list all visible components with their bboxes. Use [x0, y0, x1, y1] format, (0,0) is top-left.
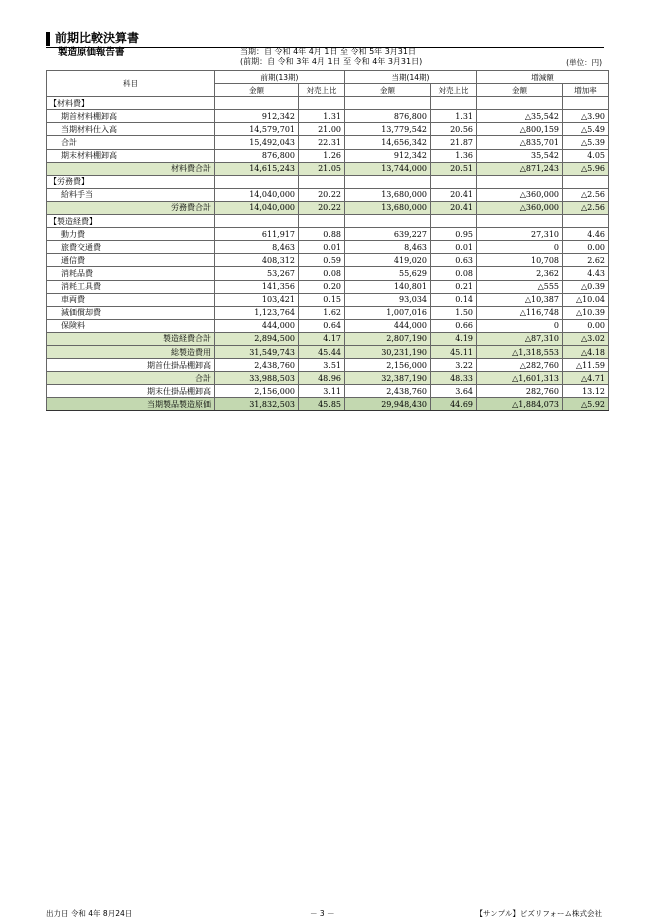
- table-row: [47, 306, 609, 319]
- curr-amount-cell: 13,680,000: [345, 188, 431, 201]
- prev-ratio-cell: 1.31: [299, 110, 345, 123]
- prev-amount-cell: 14,615,243: [215, 162, 299, 175]
- prev-ratio-cell: [299, 175, 345, 188]
- prev-amount-cell: 912,342: [215, 110, 299, 123]
- table-row: [47, 359, 609, 372]
- prev-amount-cell: 31,832,503: [215, 398, 299, 411]
- diff-amount-cell: △282,760: [477, 359, 563, 372]
- row-label: 期末材料棚卸高: [47, 149, 215, 162]
- curr-ratio-cell: 0.95: [431, 228, 477, 241]
- diff-amount-cell: 10,708: [477, 254, 563, 267]
- prev-amount-cell: 53,267: [215, 267, 299, 280]
- rate-cell: [563, 215, 609, 228]
- curr-ratio-cell: 21.87: [431, 136, 477, 149]
- curr-ratio-cell: 20.56: [431, 123, 477, 136]
- diff-amount-header: 金額: [477, 84, 563, 97]
- diff-amount-cell: △35,542: [477, 110, 563, 123]
- row-label: 期首材料棚卸高: [47, 110, 215, 123]
- table-row: [47, 280, 609, 293]
- curr-amount-cell: 13,744,000: [345, 162, 431, 175]
- curr-amount-cell: 2,156,000: [345, 359, 431, 372]
- prev-ratio-cell: 45.85: [299, 398, 345, 411]
- curr-ratio-cell: 20.41: [431, 188, 477, 201]
- rate-cell: 2.62: [563, 254, 609, 267]
- rate-cell: 4.05: [563, 149, 609, 162]
- curr-amount-cell: 30,231,190: [345, 345, 431, 358]
- table-row: [47, 201, 609, 214]
- curr-ratio-cell: 3.22: [431, 359, 477, 372]
- diff-amount-cell: △800,159: [477, 123, 563, 136]
- prev-ratio-cell: 0.59: [299, 254, 345, 267]
- prev-amount-cell: 33,988,503: [215, 372, 299, 385]
- prev-ratio-cell: 22.31: [299, 136, 345, 149]
- prev-ratio-cell: 3.51: [299, 359, 345, 372]
- prev-ratio-cell: 0.88: [299, 228, 345, 241]
- table-row: [47, 228, 609, 241]
- previous-period: (前期：自 令和 3年 4月 1日 至 令和 4年 3月31日): [240, 57, 423, 66]
- table-row: [47, 267, 609, 280]
- row-label: 労務費合計: [47, 201, 215, 214]
- prev-amount-cell: 444,000: [215, 319, 299, 332]
- curr-ratio-cell: 44.69: [431, 398, 477, 411]
- row-label: 給料手当: [47, 188, 215, 201]
- table-row: [47, 110, 609, 123]
- rate-cell: △2.56: [563, 188, 609, 201]
- item-column-header: 科目: [47, 71, 215, 97]
- rate-cell: △5.92: [563, 398, 609, 411]
- row-label: 合計: [47, 372, 215, 385]
- page-header: [46, 31, 604, 48]
- prev-ratio-cell: 0.15: [299, 293, 345, 306]
- curr-ratio-cell: 1.50: [431, 306, 477, 319]
- curr-ratio-cell: 20.41: [431, 201, 477, 214]
- row-label: 当期製品製造原価: [47, 398, 215, 411]
- rate-cell: △2.56: [563, 201, 609, 214]
- diff-amount-cell: △555: [477, 280, 563, 293]
- header-accent-bar: [46, 32, 50, 46]
- rate-cell: △10.39: [563, 306, 609, 319]
- curr-amount-cell: 13,680,000: [345, 201, 431, 214]
- row-label: 消耗工具費: [47, 280, 215, 293]
- curr-amount-cell: 419,020: [345, 254, 431, 267]
- row-label: 【材料費】: [47, 97, 215, 110]
- difference-header: 増減額: [477, 71, 609, 84]
- page-title: 前期比較決算書: [55, 31, 140, 45]
- prev-amount-cell: 14,040,000: [215, 188, 299, 201]
- prev-amount-cell: 15,492,043: [215, 136, 299, 149]
- current-period: 当期：自 令和 4年 4月 1日 至 令和 5年 3月31日: [240, 47, 416, 56]
- prev-amount-cell: 1,123,764: [215, 306, 299, 319]
- table-row: [47, 385, 609, 398]
- prev-ratio-cell: [299, 97, 345, 110]
- table-row: [47, 372, 609, 385]
- company-name: 【サンプル】ビズリフォーム株式会社: [475, 909, 602, 918]
- table-row: [47, 97, 609, 110]
- row-label: 当期材料仕入高: [47, 123, 215, 136]
- curr-amount-cell: 13,779,542: [345, 123, 431, 136]
- curr-ratio-cell: 3.64: [431, 385, 477, 398]
- prev-amount-cell: 611,917: [215, 228, 299, 241]
- curr-amount-cell: 876,800: [345, 110, 431, 123]
- prev-amount-cell: 8,463: [215, 241, 299, 254]
- prev-ratio-header: 対売上比: [299, 84, 345, 97]
- table-row: [47, 188, 609, 201]
- table-row: [47, 162, 609, 175]
- curr-ratio-cell: 0.63: [431, 254, 477, 267]
- row-label: 材料費合計: [47, 162, 215, 175]
- prev-amount-cell: 14,579,701: [215, 123, 299, 136]
- curr-amount-cell: [345, 215, 431, 228]
- prev-amount-cell: 14,040,000: [215, 201, 299, 214]
- rate-cell: △5.96: [563, 162, 609, 175]
- row-label: 消耗品費: [47, 267, 215, 280]
- diff-amount-cell: 0: [477, 241, 563, 254]
- row-label: 旅費交通費: [47, 241, 215, 254]
- prev-amount-cell: 2,156,000: [215, 385, 299, 398]
- curr-amount-cell: 912,342: [345, 149, 431, 162]
- rate-cell: 4.43: [563, 267, 609, 280]
- curr-amount-cell: 639,227: [345, 228, 431, 241]
- row-label: 【労務費】: [47, 175, 215, 188]
- prev-amount-cell: 876,800: [215, 149, 299, 162]
- prev-amount-cell: [215, 97, 299, 110]
- curr-amount-cell: 2,807,190: [345, 332, 431, 345]
- curr-amount-cell: 29,948,430: [345, 398, 431, 411]
- prev-amount-cell: 141,356: [215, 280, 299, 293]
- curr-amount-cell: 444,000: [345, 319, 431, 332]
- rate-cell: △0.39: [563, 280, 609, 293]
- row-label: 合計: [47, 136, 215, 149]
- row-label: 期末仕掛品棚卸高: [47, 385, 215, 398]
- curr-ratio-cell: 20.51: [431, 162, 477, 175]
- prev-amount-cell: 103,421: [215, 293, 299, 306]
- prev-ratio-cell: [299, 215, 345, 228]
- curr-amount-cell: [345, 97, 431, 110]
- diff-amount-cell: △116,748: [477, 306, 563, 319]
- rate-cell: △3.90: [563, 110, 609, 123]
- prev-amount-header: 金額: [215, 84, 299, 97]
- diff-amount-cell: 35,542: [477, 149, 563, 162]
- diff-amount-cell: [477, 175, 563, 188]
- row-label: 減価償却費: [47, 306, 215, 319]
- diff-amount-cell: 282,760: [477, 385, 563, 398]
- curr-ratio-cell: 0.01: [431, 241, 477, 254]
- diff-amount-cell: △10,387: [477, 293, 563, 306]
- row-label: 総製造費用: [47, 345, 215, 358]
- table-row: [47, 136, 609, 149]
- row-label: 【製造経費】: [47, 215, 215, 228]
- curr-amount-header: 金額: [345, 84, 431, 97]
- curr-amount-cell: 1,007,016: [345, 306, 431, 319]
- table-row: [47, 123, 609, 136]
- prev-amount-cell: 2,438,760: [215, 359, 299, 372]
- rate-cell: △5.39: [563, 136, 609, 149]
- table-row: [47, 319, 609, 332]
- output-date: 出力日 令和 4年 8月24日: [46, 909, 133, 918]
- curr-ratio-cell: 0.21: [431, 280, 477, 293]
- curr-ratio-cell: 4.19: [431, 332, 477, 345]
- report-body: [47, 97, 609, 411]
- diff-amount-cell: △1,318,553: [477, 345, 563, 358]
- prev-amount-cell: [215, 175, 299, 188]
- prev-amount-cell: 2,894,500: [215, 332, 299, 345]
- curr-amount-cell: 55,629: [345, 267, 431, 280]
- rate-cell: △4.18: [563, 345, 609, 358]
- row-label: 通信費: [47, 254, 215, 267]
- diff-amount-cell: △1,601,313: [477, 372, 563, 385]
- rate-cell: 0.00: [563, 319, 609, 332]
- rate-cell: [563, 97, 609, 110]
- curr-amount-cell: 2,438,760: [345, 385, 431, 398]
- curr-ratio-cell: 1.31: [431, 110, 477, 123]
- prev-ratio-cell: 45.44: [299, 345, 345, 358]
- prev-ratio-cell: 0.01: [299, 241, 345, 254]
- diff-amount-cell: 2,362: [477, 267, 563, 280]
- table-row: [47, 175, 609, 188]
- row-label: 製造経費合計: [47, 332, 215, 345]
- curr-ratio-cell: [431, 97, 477, 110]
- diff-amount-cell: △871,243: [477, 162, 563, 175]
- prev-ratio-cell: 0.20: [299, 280, 345, 293]
- rate-cell: △10.04: [563, 293, 609, 306]
- diff-amount-cell: [477, 215, 563, 228]
- rate-cell: 13.12: [563, 385, 609, 398]
- prev-amount-cell: 31,549,743: [215, 345, 299, 358]
- curr-ratio-cell: 0.66: [431, 319, 477, 332]
- curr-ratio-cell: 0.08: [431, 267, 477, 280]
- diff-amount-cell: 0: [477, 319, 563, 332]
- prev-ratio-cell: 0.64: [299, 319, 345, 332]
- row-label: 期首仕掛品棚卸高: [47, 359, 215, 372]
- prev-ratio-cell: 20.22: [299, 201, 345, 214]
- table-row: [47, 293, 609, 306]
- row-label: 動力費: [47, 228, 215, 241]
- diff-amount-cell: △360,000: [477, 188, 563, 201]
- rate-cell: △3.02: [563, 332, 609, 345]
- rate-cell: 0.00: [563, 241, 609, 254]
- report-title: 製造原価報告書: [58, 47, 125, 58]
- rate-cell: △4.71: [563, 372, 609, 385]
- diff-amount-cell: △1,884,073: [477, 398, 563, 411]
- rate-cell: 4.46: [563, 228, 609, 241]
- curr-ratio-header: 対売上比: [431, 84, 477, 97]
- curr-ratio-cell: [431, 215, 477, 228]
- curr-ratio-cell: 45.11: [431, 345, 477, 358]
- curr-amount-cell: 32,387,190: [345, 372, 431, 385]
- diff-amount-cell: △87,310: [477, 332, 563, 345]
- curr-ratio-cell: [431, 175, 477, 188]
- prev-ratio-cell: 21.05: [299, 162, 345, 175]
- diff-amount-cell: △835,701: [477, 136, 563, 149]
- prev-ratio-cell: 48.96: [299, 372, 345, 385]
- prev-ratio-cell: 3.11: [299, 385, 345, 398]
- prev-amount-cell: 408,312: [215, 254, 299, 267]
- prev-ratio-cell: 4.17: [299, 332, 345, 345]
- prev-amount-cell: [215, 215, 299, 228]
- table-row: [47, 345, 609, 358]
- curr-amount-cell: 93,034: [345, 293, 431, 306]
- curr-ratio-cell: 1.36: [431, 149, 477, 162]
- prev-ratio-cell: 1.62: [299, 306, 345, 319]
- curr-ratio-cell: 0.14: [431, 293, 477, 306]
- rate-header: 増加率: [563, 84, 609, 97]
- curr-amount-cell: 14,656,342: [345, 136, 431, 149]
- table-row: [47, 149, 609, 162]
- curr-amount-cell: 8,463: [345, 241, 431, 254]
- diff-amount-cell: △360,000: [477, 201, 563, 214]
- table-row: [47, 254, 609, 267]
- rate-cell: [563, 175, 609, 188]
- diff-amount-cell: 27,310: [477, 228, 563, 241]
- rate-cell: △11.59: [563, 359, 609, 372]
- rate-cell: △5.49: [563, 123, 609, 136]
- current-period-header: 当期(14期): [345, 71, 477, 84]
- prev-ratio-cell: 21.00: [299, 123, 345, 136]
- prev-ratio-cell: 20.22: [299, 188, 345, 201]
- table-row: [47, 332, 609, 345]
- curr-amount-cell: 140,801: [345, 280, 431, 293]
- previous-period-header: 前期(13期): [215, 71, 345, 84]
- row-label: 保険料: [47, 319, 215, 332]
- prev-ratio-cell: 0.08: [299, 267, 345, 280]
- curr-amount-cell: [345, 175, 431, 188]
- table-row: [47, 215, 609, 228]
- unit-label: (単位：円): [566, 58, 602, 67]
- table-row: [47, 398, 609, 411]
- table-row: [47, 241, 609, 254]
- curr-ratio-cell: 48.33: [431, 372, 477, 385]
- page-number: － 3 －: [310, 909, 335, 918]
- prev-ratio-cell: 1.26: [299, 149, 345, 162]
- row-label: 車両費: [47, 293, 215, 306]
- cost-report-table: [46, 70, 609, 411]
- diff-amount-cell: [477, 97, 563, 110]
